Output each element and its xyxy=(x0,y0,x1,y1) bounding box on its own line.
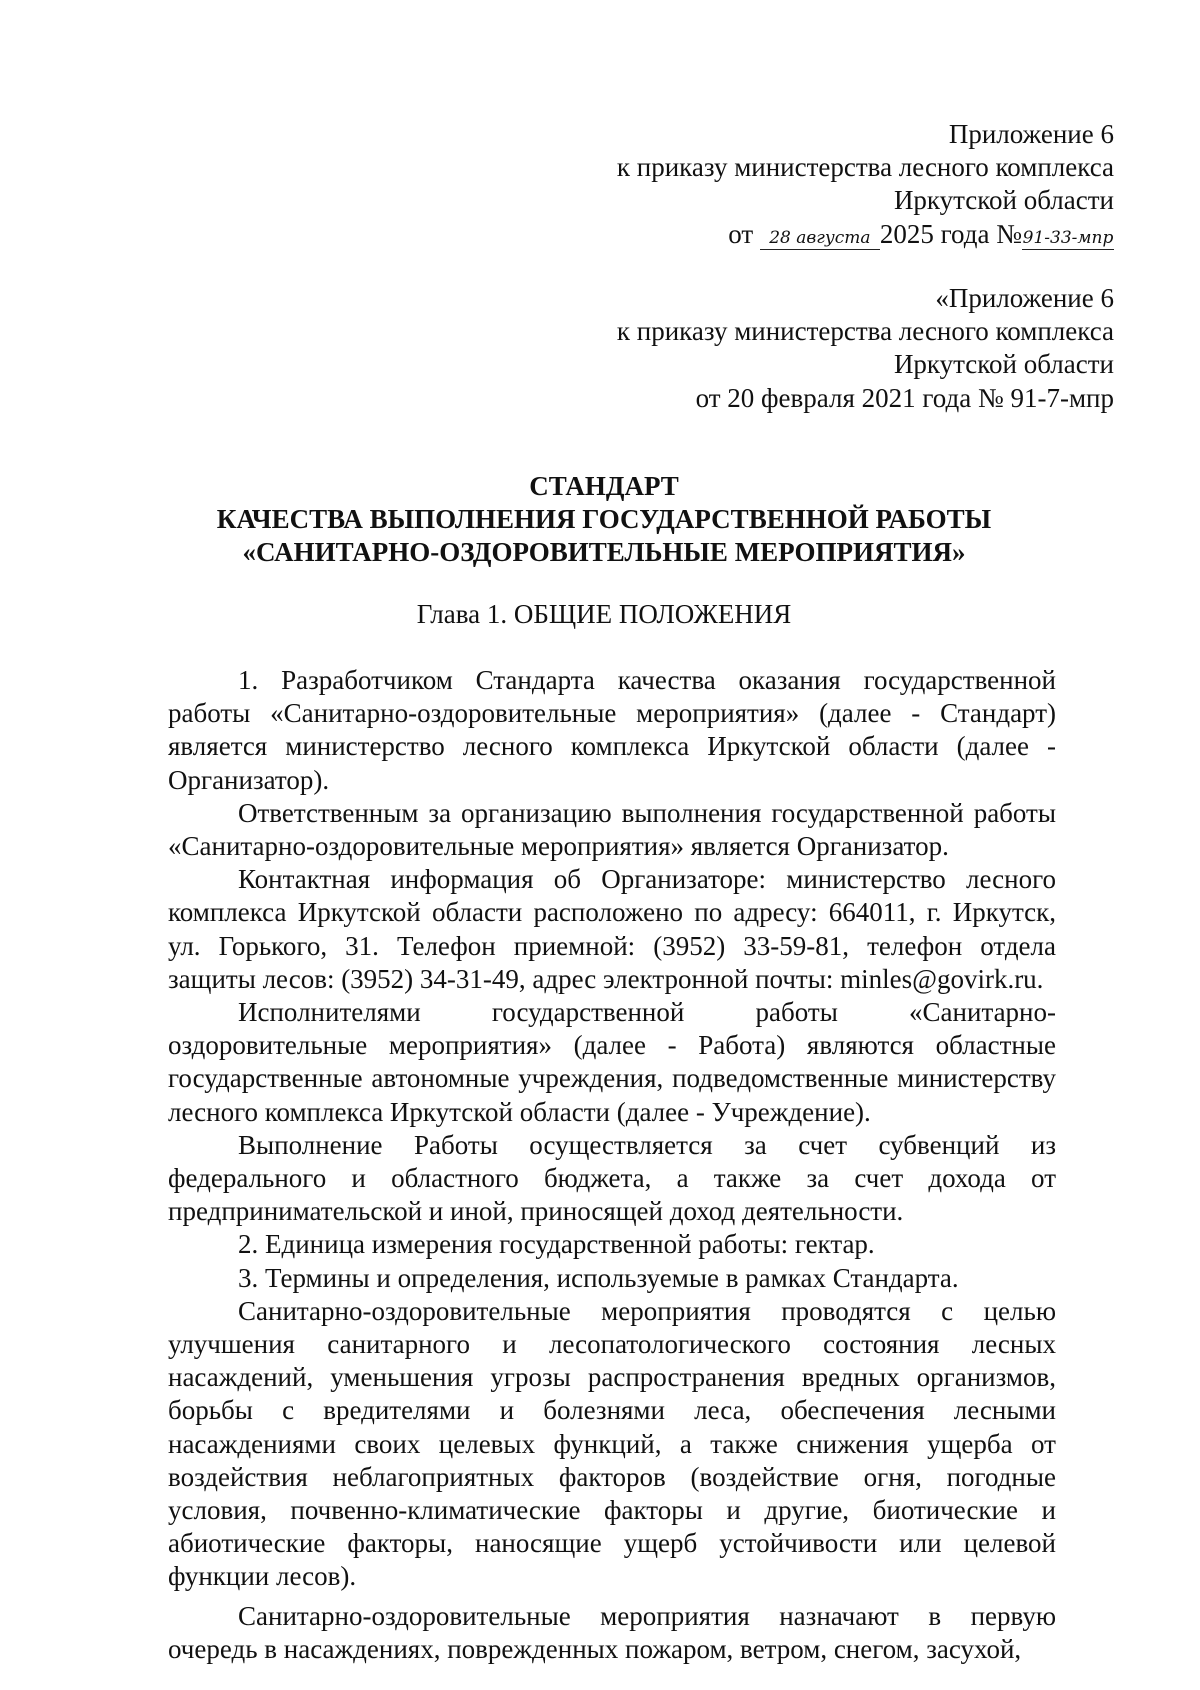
annex-date-line xyxy=(474,218,1114,251)
paragraph: Контактная информация об Организаторе: министерство лесного комплекса Иркутской области расположено по адресу: 664011, г. Иркутск, ул. Горького, 31. Телефон приемной: (3952) 33-59-81, телефон отдела защиты лесов: (3952) 34-31-49, адрес электронной почты: minles@govirk.ru. xyxy=(168,864,1056,994)
annex-original-title: «Приложение 6 xyxy=(935,283,1114,313)
document-body xyxy=(168,664,1056,1666)
annex-original-date: от 20 февраля 2021 года № 91-7-мпр xyxy=(695,382,1114,413)
paragraph: Исполнителями государственной работы «Санитарно-оздоровительные мероприятия» (далее - Работа) являются областные государственные автономные учреждения, подведомственные министерству лесного комплекса Иркутской области (далее - Учреждение). xyxy=(168,997,1056,1127)
paragraph: Санитарно-оздоровительные мероприятия назначают в первую очередь в насаждениях, поврежденных пожаром, ветром, снегом, засухой, xyxy=(168,1600,1056,1664)
annex-title: Приложение 6 xyxy=(948,119,1114,149)
title-line-2: КАЧЕСТВА ВЫПОЛНЕНИЯ ГОСУДАРСТВЕННОЙ РАБОТЫ xyxy=(216,504,992,535)
year-text: 2025 года № xyxy=(879,218,1022,249)
annex-current-header xyxy=(474,118,1114,251)
title-line-3: «САНИТАРНО-ОЗДОРОВИТЕЛЬНЫЕ МЕРОПРИЯТИЯ» xyxy=(242,537,966,568)
paragraph: Ответственным за организацию выполнения государственной работы «Санитарно-оздоровительные мероприятия» является Организатор. xyxy=(168,797,1056,862)
annex-region: Иркутской области xyxy=(893,185,1114,216)
paragraph: Выполнение Работы осуществляется за счет субвенций из федерального и областного бюджета, а также за счет дохода от предпринимательской и иной, приносящей доход деятельности. xyxy=(168,1129,1056,1227)
paragraph: 3. Термины и определения, используемые в рамках Стандарта. xyxy=(238,1262,959,1293)
paragraph: Санитарно-оздоровительные мероприятия проводятся с целью улучшения санитарного и лесопатологического состояния лесных насаждений, уменьшения угрозы распространения вредных организмов, борьбы с вредителями и болезнями леса, обеспечения лесными насаждениями своих целевых функций, а также снижения ущерба от воздействия неблагоприятных факторов (воздействие огня, погодные условия, почвенно-климатические факторы и другие, биотические и абиотические факторы, наносящие ущерб устойчивости или целевой функции лесов). xyxy=(168,1295,1056,1592)
annex-original-order-ref: к приказу министерства лесного комплекса xyxy=(616,316,1114,347)
chapter-heading: Глава 1. ОБЩИЕ ПОЛОЖЕНИЯ xyxy=(416,599,792,629)
document-title xyxy=(160,470,1048,570)
annex-order-ref: к приказу министерства лесного комплекса xyxy=(616,152,1114,183)
date-prefix: от xyxy=(728,218,754,249)
handwritten-date: 28 августа xyxy=(760,227,880,250)
handwritten-order-number: 91-33-мпр xyxy=(1022,227,1114,248)
paragraph: 1. Разработчиком Стандарта качества оказания государственной работы «Санитарно-оздоровительные мероприятия» (далее - Стандарт) является министерство лесного комплекса Иркутской области (далее - Организатор). xyxy=(168,665,1056,795)
annex-original-header xyxy=(474,282,1114,415)
paragraph: 2. Единица измерения государственной работы: гектар. xyxy=(238,1229,875,1260)
annex-original-region: Иркутской области xyxy=(893,349,1114,380)
title-line-1: СТАНДАРТ xyxy=(529,471,679,501)
